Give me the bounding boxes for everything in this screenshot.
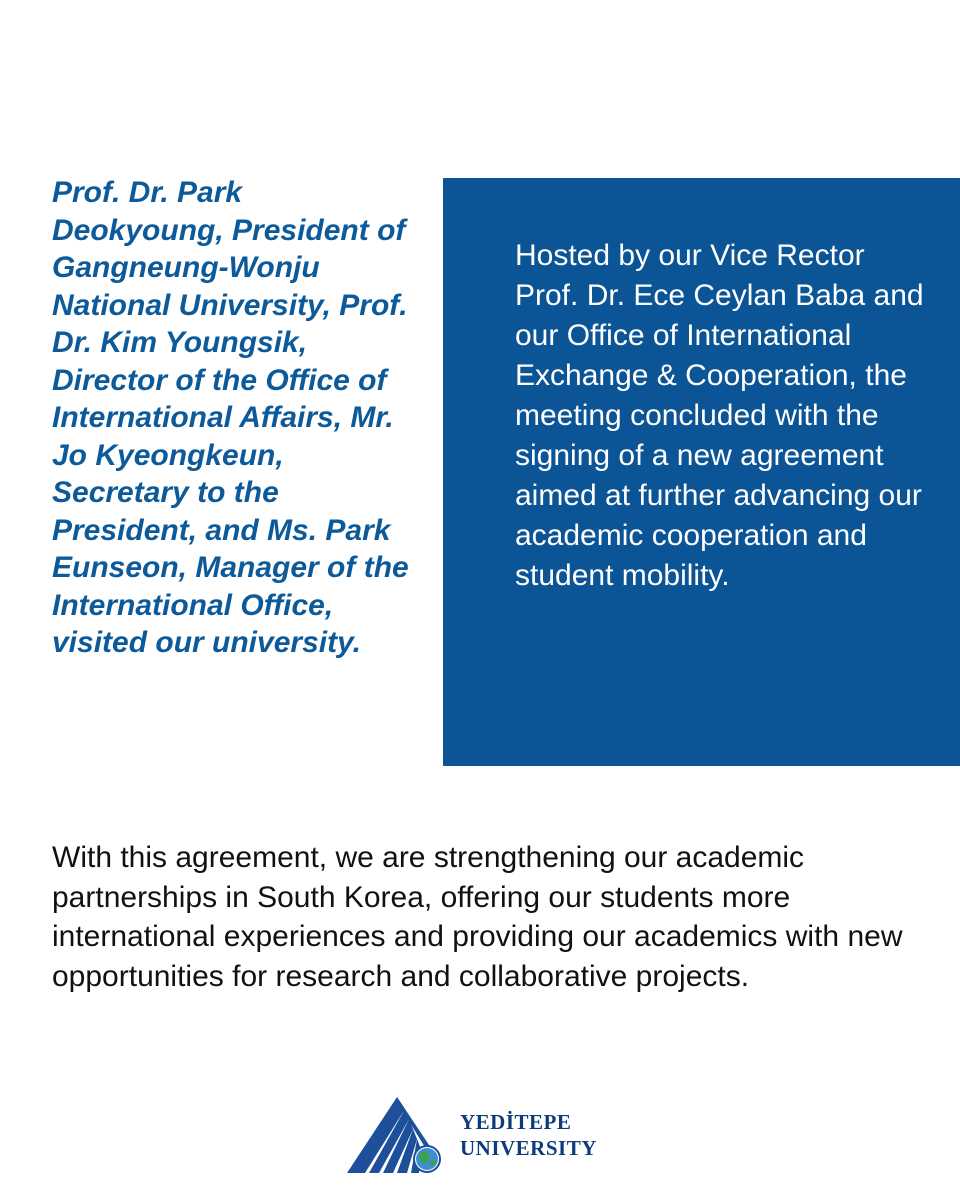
highlight-panel <box>443 178 960 766</box>
logo-wordmark <box>460 1109 597 1161</box>
visitors-intro-text: Prof. Dr. Park Deokyoung, President of Gangneung-Wonju National University, Prof. Dr. Kim Youngsik, Director of the Office of International Affairs, Mr. Jo Kyeongkeun, Secretary to the President, and Ms. Park Eunseon, Manager of the International Office, visited our university. <box>52 176 409 659</box>
university-logo <box>345 1095 620 1175</box>
highlight-panel-text: Hosted by our Vice Rector Prof. Dr. Ece Ceylan Baba and our Office of International Exchange & Cooperation, the meeting concluded with the signing of a new agreement aimed at further advancing our academic cooperation and student mobility. <box>515 239 924 592</box>
university-logo-triangle-globe-icon <box>345 1095 445 1175</box>
logo-line-1: YEDİTEPE <box>460 1110 572 1134</box>
logo-line-2: UNIVERSITY <box>460 1136 597 1160</box>
agreement-summary-text: With this agreement, we are strengthening our academic partnerships in South Korea, offering our students more international experiences and providing our academics with new opportunities for research and collaborative projects. <box>52 841 903 993</box>
